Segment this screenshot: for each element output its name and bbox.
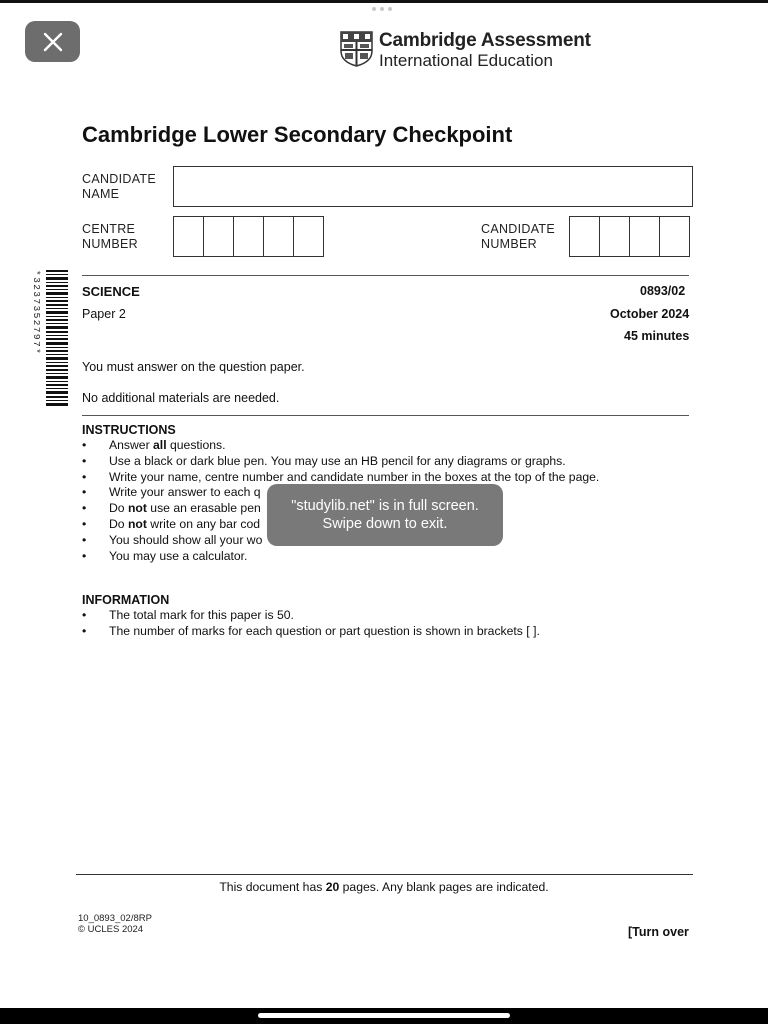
information-list	[82, 608, 540, 640]
instructions-heading: INSTRUCTIONS	[82, 423, 176, 437]
candidate-name-label: CANDIDATE NAME	[82, 172, 157, 201]
exam-duration: 45 minutes	[624, 329, 690, 343]
candidate-number-label: CANDIDATE NUMBER	[481, 222, 556, 251]
footer-divider	[76, 874, 693, 875]
candidate-name-box[interactable]	[173, 166, 693, 207]
subject-label: SCIENCE	[82, 284, 140, 299]
list-item: • Write your name, centre number and candidate number in the boxes at the top of the page.	[82, 469, 600, 484]
list-item: • Answer all questions.	[82, 438, 226, 452]
divider	[82, 275, 689, 276]
turn-over-label: [Turn over	[628, 925, 689, 939]
answer-note: You must answer on the question paper.	[82, 360, 305, 374]
exam-session: October 2024	[610, 307, 690, 321]
barcode-number: *3237352797*	[31, 270, 42, 356]
divider	[82, 415, 689, 416]
centre-number-boxes[interactable]	[174, 216, 324, 257]
cambridge-logo	[340, 31, 591, 71]
multitasking-dots[interactable]	[372, 7, 396, 11]
fullscreen-toast	[267, 484, 503, 546]
list-item: • You should show all your wo	[82, 532, 263, 547]
paper-label: Paper 2	[82, 307, 126, 321]
paper-code: 0893/02	[640, 284, 686, 298]
logo-line-2: International Education	[379, 51, 553, 70]
list-item: • Use a black or dark blue pen. You may use an HB pencil for any diagrams or graphs.	[82, 453, 566, 468]
list-item: • The total mark for this paper is 50.	[82, 608, 294, 622]
centre-number-label: CENTRE NUMBER	[82, 222, 138, 251]
toast-line-2: Swipe down to exit.	[322, 516, 448, 532]
candidate-number-boxes[interactable]	[570, 216, 690, 257]
home-indicator[interactable]	[258, 1013, 510, 1018]
close-icon	[43, 32, 63, 52]
materials-note: No additional materials are needed.	[82, 391, 280, 405]
close-button[interactable]	[25, 21, 80, 62]
list-item: • Do not write on any bar cod	[82, 516, 261, 531]
screen-top-edge	[0, 0, 768, 3]
page-title: Cambridge Lower Secondary Checkpoint	[82, 122, 513, 147]
toast-line-1: "studylib.net" is in full screen.	[291, 498, 479, 514]
list-item: • The number of marks for each question or part question is shown in brackets [ ].	[82, 623, 540, 638]
information-heading: INFORMATION	[82, 593, 170, 607]
list-item: • Write your answer to each q	[82, 485, 261, 500]
document-code: 10_0893_02/8RP © UCLES 2024	[78, 913, 152, 935]
cambridge-shield-icon	[340, 31, 373, 67]
page-count-note: This document has 20 pages. Any blank pages are indicated.	[219, 880, 549, 894]
logo-line-1: Cambridge Assessment	[379, 30, 591, 51]
list-item: • You may use a calculator.	[82, 548, 248, 563]
list-item: • Do not use an erasable pen	[82, 501, 261, 516]
